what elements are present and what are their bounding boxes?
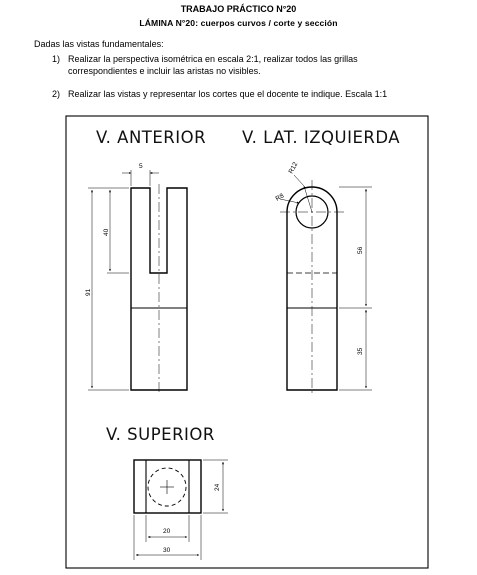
page-title: TRABAJO PRÁCTICO N°20 [180,4,297,14]
dim-label-40: 40 [103,228,110,236]
dim-label-91: 91 [85,288,92,296]
dim-label-30: 30 [163,547,171,554]
instruction-text-line1: Realizar las vistas y representar los cortes que el docente te indique. Escala 1:1 [68,89,388,99]
dim-label-5: 5 [139,163,143,170]
dim-label-56: 56 [357,246,364,254]
leader-r12 [294,175,304,186]
leader-r12-arrow [304,186,312,212]
dim-label-20: 20 [163,528,171,535]
top-view [134,460,228,560]
instruction-text-line2: correspondientes e incluir las aristas no visibles. [68,66,261,76]
dim-label-24: 24 [214,483,221,491]
instruction-number: 2) [52,89,61,99]
top-view-outline [134,460,201,513]
dim-label-r8: R8 [274,192,286,203]
instruction-number: 1) [52,54,61,64]
side-view-label: V. LAT. IZQUIERDA [242,128,401,147]
top-view-label: V. SUPERIOR [106,425,215,444]
intro-text: Dadas las vistas fundamentales: [34,39,164,49]
front-view [88,170,187,394]
dim-label-r12: R12 [287,161,300,175]
page-subtitle: LÁMINA N°20: cuerpos curvos / corte y sección [139,18,338,28]
instruction-text-line1: Realizar la perspectiva isométrica en escala 2:1, realizar todos las grillas [68,54,358,64]
front-view-label: V. ANTERIOR [96,128,207,147]
drawing-frame [66,116,428,568]
dim-label-35: 35 [357,347,364,355]
side-view [280,175,372,394]
